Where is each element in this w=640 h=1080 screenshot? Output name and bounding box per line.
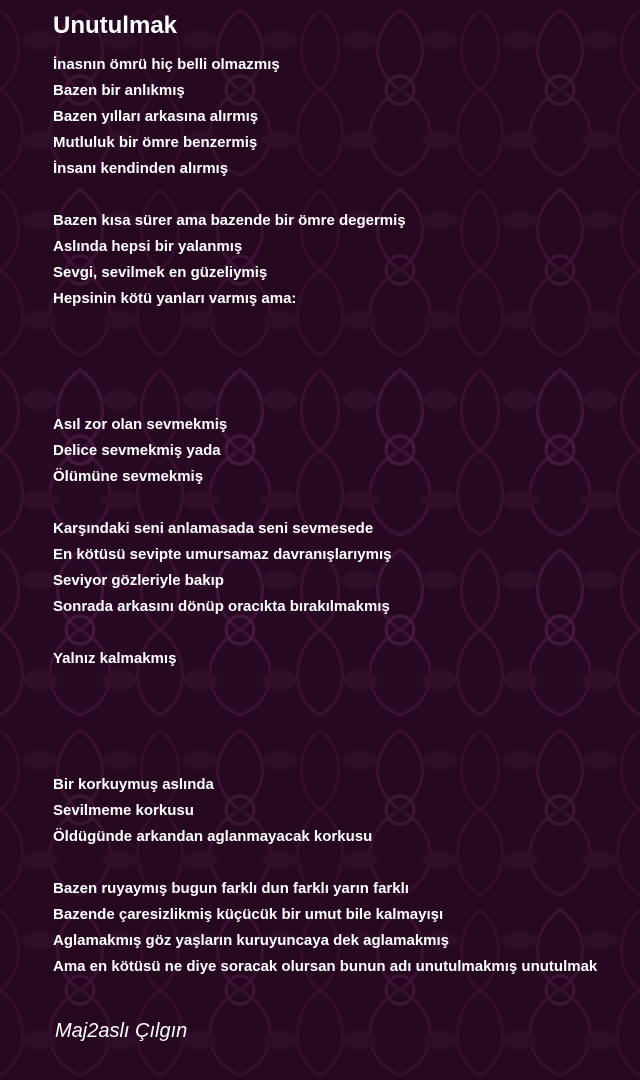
poem-line: Delice sevmekmiş yada [53, 442, 221, 459]
poem-line: Yalnız kalmakmış [53, 650, 177, 667]
poem-line: Sonrada arkasını dönüp oracıkta bırakılmakmış [53, 598, 390, 615]
poem-line: Bazen bir anlıkmış [53, 82, 185, 99]
poem-line: Ama en kötüsü ne diye soracak olursan bunun adı unutulmakmış unutulmak [53, 958, 598, 975]
poem-line: Aglamakmış göz yaşların kuruyuncaya dek aglamakmış [53, 932, 450, 949]
poem-line: Bir korkuymuş aslında [53, 776, 214, 793]
poem-line: İnasnın ömrü hiç belli olmazmış [53, 56, 280, 73]
poem-line: Sevilmeme korkusu [53, 802, 194, 819]
poem-line: Bazende çaresizlikmiş küçücük bir umut bile kalmayışı [53, 906, 444, 923]
poem-line: Seviyor gözleriyle bakıp [53, 572, 224, 589]
poem-line: Sevgi, sevilmek en güzeliymiş [53, 264, 268, 281]
poem-title: Unutulmak [53, 12, 178, 39]
poem-line: Asıl zor olan sevmekmiş [53, 416, 228, 433]
poem-line: Bazen kısa sürer ama bazende bir ömre degermiş [53, 212, 406, 229]
poem-line: Öldügünde arkandan aglanmayacak korkusu [53, 828, 373, 845]
poem-line: Ölümüne sevmekmiş [53, 468, 204, 485]
poem-line: Hepsinin kötü yanları varmış ama: [53, 290, 297, 307]
poem-line: Mutluluk bir ömre benzermiş [53, 134, 258, 151]
poem-line: En kötüsü sevipte umursamaz davranışlarıymış [53, 546, 392, 563]
poem-line: Karşındaki seni anlamasada seni sevmesede [53, 520, 374, 537]
poem-line: Bazen yılları arkasına alırmış [53, 108, 259, 125]
poem-line: Bazen ruyaymış bugun farklı dun farklı yarın farklı [53, 880, 409, 897]
poem-line: Aslında hepsi bir yalanmış [53, 238, 243, 255]
poem-author: Maj2aslı Çılgın [55, 1020, 188, 1042]
poem-line: İnsanı kendinden alırmış [53, 160, 229, 177]
